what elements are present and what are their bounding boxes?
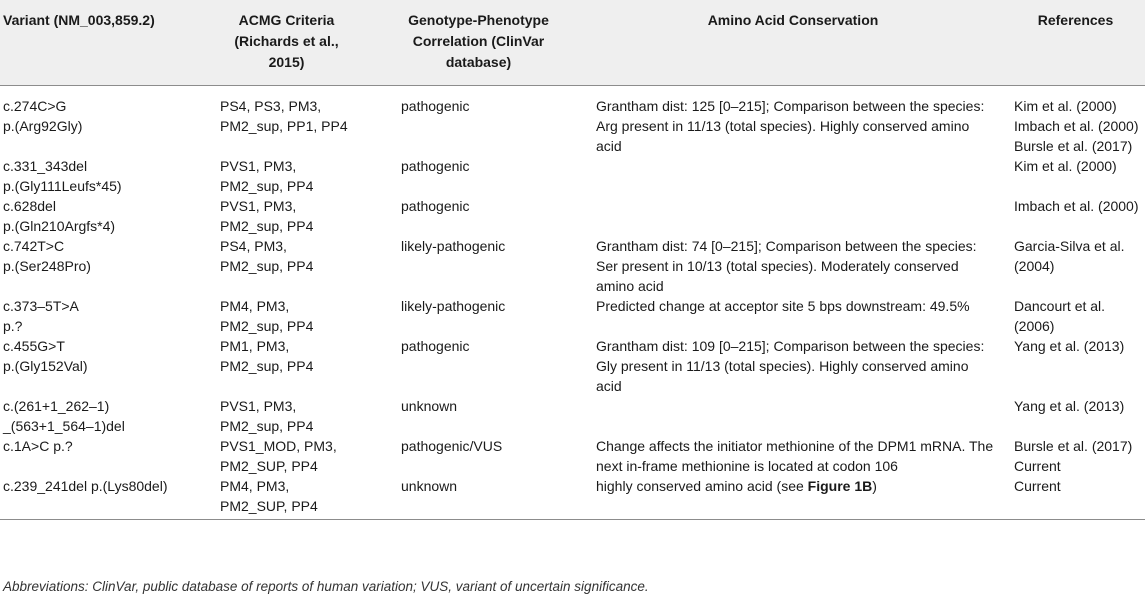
table-row bbox=[0, 436, 1145, 476]
cell-acmg-criteria: PM1, PM3, PM2_sup, PP4 bbox=[220, 338, 314, 374]
conservation-text: Grantham dist: 74 [0–215]; Comparison between the species: Ser present in 10/13 (total species). Moderately conserved amino acid bbox=[596, 238, 977, 294]
reference-entry: Current bbox=[1014, 458, 1061, 474]
conservation-text: Predicted change at acceptor site 5 bps downstream: 49.5% bbox=[596, 298, 970, 314]
reference-entry: Bursle et al. (2017) bbox=[1014, 438, 1133, 454]
table-row bbox=[0, 156, 1145, 196]
reference-entry: Kim et al. (2000) bbox=[1014, 158, 1117, 174]
header-genotype-phenotype: Genotype-Phenotype Correlation (ClinVar database) bbox=[377, 0, 580, 86]
reference-entry: Yang et al. (2013) bbox=[1014, 398, 1125, 414]
cell-references bbox=[1006, 336, 1145, 396]
table-row bbox=[0, 196, 1145, 236]
cell-variant: c.628del p.(Gln210Argfs*4) bbox=[3, 198, 116, 234]
cell-acmg-criteria: PVS1_MOD, PM3, PM2_SUP, PP4 bbox=[220, 438, 337, 474]
table-header bbox=[0, 0, 1145, 86]
cell-references bbox=[1006, 86, 1145, 157]
cell-amino-acid-conservation bbox=[580, 476, 1006, 520]
conservation-text: Change affects the initiator methionine of the DPM1 mRNA. The next in-frame methionine is located at codon 106 bbox=[596, 438, 994, 474]
header-amino-acid-conservation: Amino Acid Conservation bbox=[580, 0, 1006, 86]
cell-acmg-criteria: PVS1, PM3, PM2_sup, PP4 bbox=[220, 158, 314, 194]
cell-references bbox=[1006, 436, 1145, 476]
table-row bbox=[0, 86, 1145, 157]
table-row bbox=[0, 236, 1145, 296]
reference-entry: Imbach et al. (2000) bbox=[1014, 198, 1139, 214]
cell-references bbox=[1006, 396, 1145, 436]
cell-acmg-criteria: PS4, PS3, PM3, PM2_sup, PP1, PP4 bbox=[220, 98, 348, 134]
cell-variant: c.331_343del p.(Gly111Leufs*45) bbox=[3, 158, 122, 194]
cell-references bbox=[1006, 236, 1145, 296]
reference-entry: Bursle et al. (2017) bbox=[1014, 138, 1133, 154]
cell-variant: c.742T>C p.(Ser248Pro) bbox=[3, 238, 91, 274]
cell-acmg-criteria: PVS1, PM3, PM2_sup, PP4 bbox=[220, 398, 314, 434]
cell-correlation: pathogenic bbox=[401, 98, 470, 114]
conservation-text-after: ) bbox=[872, 478, 877, 494]
cell-acmg-criteria: PM4, PM3, PM2_sup, PP4 bbox=[220, 298, 314, 334]
reference-entry: Imbach et al. (2000) bbox=[1014, 118, 1139, 134]
cell-correlation: pathogenic bbox=[401, 198, 470, 214]
reference-entry: Dancourt et al. (2006) bbox=[1014, 298, 1106, 334]
conservation-text: highly conserved amino acid (see bbox=[596, 478, 808, 494]
table-row bbox=[0, 296, 1145, 336]
cell-amino-acid-conservation bbox=[580, 336, 1006, 396]
cell-amino-acid-conservation bbox=[580, 296, 1006, 336]
cell-references bbox=[1006, 156, 1145, 196]
table-row bbox=[0, 396, 1145, 436]
table-row bbox=[0, 476, 1145, 520]
cell-acmg-criteria: PS4, PM3, PM2_sup, PP4 bbox=[220, 238, 314, 274]
cell-amino-acid-conservation bbox=[580, 156, 1006, 196]
cell-amino-acid-conservation bbox=[580, 236, 1006, 296]
cell-variant: c.274C>G p.(Arg92Gly) bbox=[3, 98, 83, 134]
cell-references bbox=[1006, 296, 1145, 336]
cell-variant: c.373–5T>A p.? bbox=[3, 298, 79, 334]
cell-correlation: pathogenic bbox=[401, 338, 470, 354]
table-footnote: Abbreviations: ClinVar, public database of reports of human variation; VUS, variant of uncertain significance. bbox=[3, 579, 649, 594]
cell-amino-acid-conservation bbox=[580, 436, 1006, 476]
cell-amino-acid-conservation bbox=[580, 196, 1006, 236]
table-body bbox=[0, 86, 1145, 520]
conservation-text: Grantham dist: 109 [0–215]; Comparison between the species: Gly present in 11/13 (total species). Highly conserved amino acid bbox=[596, 338, 985, 394]
reference-entry: Yang et al. (2013) bbox=[1014, 338, 1125, 354]
cell-correlation: unknown bbox=[401, 398, 458, 414]
cell-references bbox=[1006, 476, 1145, 520]
cell-variant: c.455G>T p.(Gly152Val) bbox=[3, 338, 88, 374]
cell-correlation: unknown bbox=[377, 476, 580, 520]
reference-entry: Current bbox=[1014, 478, 1061, 494]
table-row bbox=[0, 336, 1145, 396]
header-variant: Variant (NM_003,859.2) bbox=[0, 0, 196, 86]
cell-variant: c.1A>C p.? bbox=[3, 438, 73, 454]
cell-correlation: likely-pathogenic bbox=[401, 238, 506, 254]
cell-correlation: pathogenic/VUS bbox=[401, 438, 503, 454]
cell-acmg-criteria: PVS1, PM3, PM2_sup, PP4 bbox=[220, 198, 314, 234]
cell-variant: c.239_241del p.(Lys80del) bbox=[0, 476, 196, 520]
header-acmg-criteria: ACMG Criteria (Richards et al., 2015) bbox=[196, 0, 377, 86]
cell-variant: c.(261+1_262–1) _(563+1_564–1)del bbox=[3, 398, 125, 434]
cell-amino-acid-conservation bbox=[580, 86, 1006, 157]
cell-acmg-criteria: PM4, PM3, PM2_SUP, PP4 bbox=[196, 476, 377, 520]
cell-references bbox=[1006, 196, 1145, 236]
cell-amino-acid-conservation bbox=[580, 396, 1006, 436]
cell-correlation: pathogenic bbox=[401, 158, 470, 174]
cell-correlation: likely-pathogenic bbox=[401, 298, 506, 314]
header-references: References bbox=[1006, 0, 1145, 86]
figure-reference: Figure 1B bbox=[807, 478, 873, 494]
conservation-text: Grantham dist: 125 [0–215]; Comparison between the species: Arg present in 11/13 (total species). Highly conserved amino acid bbox=[596, 98, 985, 154]
reference-entry: Kim et al. (2000) bbox=[1014, 98, 1117, 114]
reference-entry: Garcia-Silva et al. (2004) bbox=[1014, 238, 1125, 274]
